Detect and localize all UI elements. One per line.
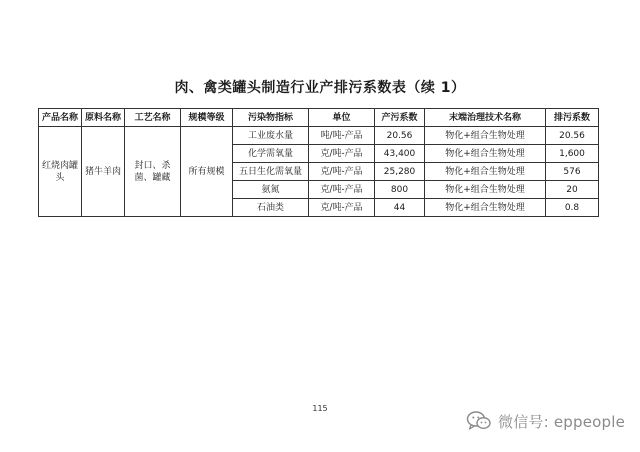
table-row — [39, 127, 599, 145]
page-number: 115 — [312, 404, 328, 413]
scale-cell: 所有规模 — [181, 127, 233, 217]
discharge-coefficient-cell: 20 — [546, 181, 599, 199]
col-header-product: 产品名称 — [39, 109, 82, 127]
col-header-scale: 规模等级 — [181, 109, 233, 127]
discharge-coefficient-cell: 0.8 — [546, 199, 599, 217]
unit-cell: 克/吨-产品 — [309, 163, 375, 181]
wechat-watermark — [466, 408, 625, 434]
pollutant-cell: 石油类 — [233, 199, 309, 217]
process-cell: 封口、杀菌、罐藏 — [125, 127, 181, 217]
treatment-cell: 物化+组合生物处理 — [425, 127, 546, 145]
product-cell: 红烧肉罐头 — [39, 127, 82, 217]
col-header-treatment: 末端治理技术名称 — [425, 109, 546, 127]
col-header-generation: 产污系数 — [375, 109, 425, 127]
pollutant-cell: 氨氮 — [233, 181, 309, 199]
col-header-pollutant: 污染物指标 — [233, 109, 309, 127]
watermark-text: 微信号: eppeople — [498, 412, 626, 431]
discharge-coefficient-cell: 576 — [546, 163, 599, 181]
generation-coefficient-cell: 44 — [375, 199, 425, 217]
table-title: 肉、禽类罐头制造行业产排污系数表（续 1） — [174, 80, 466, 96]
treatment-cell: 物化+组合生物处理 — [425, 181, 546, 199]
emission-coefficient-table — [38, 108, 599, 217]
table-header-row — [39, 109, 599, 127]
discharge-coefficient-cell: 1,600 — [546, 145, 599, 163]
col-header-material: 原料名称 — [82, 109, 125, 127]
generation-coefficient-cell: 800 — [375, 181, 425, 199]
unit-cell: 吨/吨-产品 — [309, 127, 375, 145]
unit-cell: 克/吨-产品 — [309, 181, 375, 199]
treatment-cell: 物化+组合生物处理 — [425, 163, 546, 181]
material-cell: 猪牛羊肉 — [82, 127, 125, 217]
unit-cell: 克/吨-产品 — [309, 145, 375, 163]
generation-coefficient-cell: 43,400 — [375, 145, 425, 163]
pollutant-cell: 工业废水量 — [233, 127, 309, 145]
treatment-cell: 物化+组合生物处理 — [425, 199, 546, 217]
col-header-unit: 单位 — [309, 109, 375, 127]
pollutant-cell: 化学需氧量 — [233, 145, 309, 163]
discharge-coefficient-cell: 20.56 — [546, 127, 599, 145]
pollutant-cell: 五日生化需氧量 — [233, 163, 309, 181]
treatment-cell: 物化+组合生物处理 — [425, 145, 546, 163]
generation-coefficient-cell: 20.56 — [375, 127, 425, 145]
col-header-discharge: 排污系数 — [546, 109, 599, 127]
wechat-icon — [466, 410, 492, 432]
unit-cell: 克/吨-产品 — [309, 199, 375, 217]
generation-coefficient-cell: 25,280 — [375, 163, 425, 181]
col-header-process: 工艺名称 — [125, 109, 181, 127]
